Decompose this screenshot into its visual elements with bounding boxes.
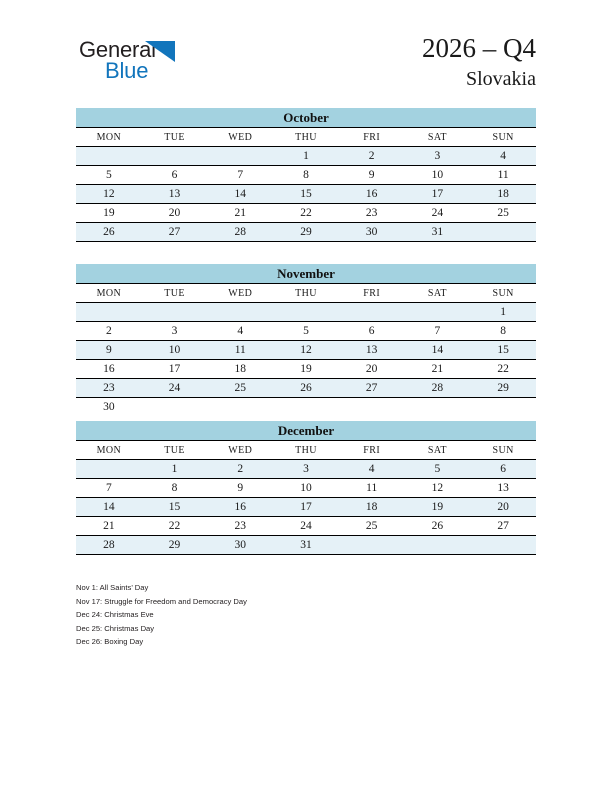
- week-row: [76, 479, 536, 498]
- day-cell[interactable]: 21: [76, 517, 142, 536]
- week-row: [76, 379, 536, 398]
- weekday-label-fri: FRI: [339, 284, 405, 303]
- week-row: [76, 166, 536, 185]
- month-grid: [76, 284, 536, 416]
- day-cell[interactable]: 26: [76, 223, 142, 242]
- weekday-label-thu: THU: [273, 441, 339, 460]
- day-cell[interactable]: 31: [273, 536, 339, 555]
- title-block: [422, 32, 536, 92]
- day-cell[interactable]: 30: [207, 536, 273, 555]
- weekday-label-sat: SAT: [405, 441, 471, 460]
- day-cell[interactable]: 19: [273, 360, 339, 379]
- day-cell[interactable]: 23: [339, 204, 405, 223]
- day-cell-empty: [339, 398, 405, 417]
- day-cell[interactable]: 10: [273, 479, 339, 498]
- day-cell[interactable]: 22: [142, 517, 208, 536]
- day-cell[interactable]: 30: [339, 223, 405, 242]
- day-cell[interactable]: 8: [142, 479, 208, 498]
- legend-item: Nov 1: All Saints’ Day: [76, 583, 149, 592]
- day-cell[interactable]: 15: [470, 341, 536, 360]
- weekday-label-fri: FRI: [339, 441, 405, 460]
- day-cell[interactable]: 11: [470, 166, 536, 185]
- day-cell-empty: [470, 536, 536, 555]
- weekday-label-mon: MON: [76, 284, 142, 303]
- day-cell[interactable]: 31: [405, 223, 471, 242]
- legend-item: Dec 26: Boxing Day: [76, 637, 144, 646]
- day-cell[interactable]: 14: [76, 498, 142, 517]
- day-cell[interactable]: 7: [76, 479, 142, 498]
- day-cell[interactable]: 29: [273, 223, 339, 242]
- day-cell[interactable]: 2: [76, 322, 142, 341]
- day-cell[interactable]: 11: [339, 479, 405, 498]
- day-cell-empty: [470, 223, 536, 242]
- legend-item: Nov 17: Struggle for Freedom and Democracy Day: [76, 596, 247, 606]
- calendar-month-november: [76, 264, 536, 416]
- day-cell[interactable]: 18: [470, 185, 536, 204]
- day-cell[interactable]: 5: [273, 322, 339, 341]
- day-cell[interactable]: 27: [470, 517, 536, 536]
- day-cell[interactable]: 12: [405, 479, 471, 498]
- day-cell-empty: [405, 303, 471, 322]
- day-cell[interactable]: 19: [405, 498, 471, 517]
- day-cell[interactable]: 14: [207, 185, 273, 204]
- day-cell[interactable]: 16: [339, 185, 405, 204]
- day-cell[interactable]: 3: [273, 460, 339, 479]
- day-cell[interactable]: 7: [207, 166, 273, 185]
- day-cell[interactable]: 6: [142, 166, 208, 185]
- day-cell[interactable]: 27: [339, 379, 405, 398]
- day-cell-empty: [273, 303, 339, 322]
- day-cell[interactable]: 16: [207, 498, 273, 517]
- weekday-label-sat: SAT: [405, 284, 471, 303]
- day-cell[interactable]: 18: [207, 360, 273, 379]
- month-title: October: [76, 108, 536, 128]
- month-title: December: [76, 421, 536, 441]
- day-cell[interactable]: 1: [142, 460, 208, 479]
- triangle-icon: [145, 41, 175, 62]
- day-cell[interactable]: 16: [76, 360, 142, 379]
- day-cell[interactable]: 22: [273, 204, 339, 223]
- day-cell[interactable]: 24: [142, 379, 208, 398]
- week-row: [76, 498, 536, 517]
- day-cell[interactable]: 15: [142, 498, 208, 517]
- day-cell[interactable]: 6: [470, 460, 536, 479]
- day-cell[interactable]: 29: [142, 536, 208, 555]
- day-cell[interactable]: 30: [76, 398, 142, 417]
- legend-item: Dec 25: Christmas Day: [76, 623, 155, 633]
- weekday-label-wed: WED: [207, 128, 273, 147]
- day-cell[interactable]: 8: [273, 166, 339, 185]
- day-cell[interactable]: 1: [273, 147, 339, 166]
- day-cell[interactable]: 6: [339, 322, 405, 341]
- day-cell-empty: [273, 398, 339, 417]
- day-cell[interactable]: 5: [405, 460, 471, 479]
- day-cell[interactable]: 12: [76, 185, 142, 204]
- day-cell-holiday[interactable]: 17: [142, 360, 208, 379]
- weekday-label-wed: WED: [207, 441, 273, 460]
- day-cell[interactable]: 13: [142, 185, 208, 204]
- day-cell-empty: [76, 147, 142, 166]
- week-row: [76, 341, 536, 360]
- weekday-header-row: [76, 128, 536, 147]
- country-subtitle: Slovakia: [466, 68, 536, 90]
- day-cell[interactable]: 5: [76, 166, 142, 185]
- weekday-label-thu: THU: [273, 128, 339, 147]
- weekday-label-sun: SUN: [470, 284, 536, 303]
- weekday-label-tue: TUE: [142, 284, 208, 303]
- day-cell[interactable]: 13: [339, 341, 405, 360]
- day-cell-empty: [405, 536, 471, 555]
- weekday-header-row: [76, 284, 536, 303]
- weekday-label-fri: FRI: [339, 128, 405, 147]
- day-cell[interactable]: 17: [273, 498, 339, 517]
- page-header: [0, 0, 612, 100]
- brand-name-general: General: [79, 37, 156, 62]
- weekday-label-thu: THU: [273, 284, 339, 303]
- day-cell-empty: [207, 147, 273, 166]
- month-body: [76, 284, 536, 416]
- legend-item: Dec 24: Christmas Eve: [76, 610, 154, 619]
- weekday-label-tue: TUE: [142, 441, 208, 460]
- day-cell[interactable]: 4: [470, 147, 536, 166]
- day-cell[interactable]: 3: [405, 147, 471, 166]
- day-cell[interactable]: 10: [405, 166, 471, 185]
- calendar-month-december: [76, 421, 536, 555]
- day-cell[interactable]: 20: [339, 360, 405, 379]
- day-cell[interactable]: 25: [470, 204, 536, 223]
- weekday-label-mon: MON: [76, 441, 142, 460]
- day-cell[interactable]: 22: [470, 360, 536, 379]
- weekday-label-sun: SUN: [470, 128, 536, 147]
- day-cell-holiday[interactable]: 1: [470, 303, 536, 322]
- weekday-label-sun: SUN: [470, 441, 536, 460]
- day-cell[interactable]: 3: [142, 322, 208, 341]
- week-row: [76, 536, 536, 555]
- month-grid: [76, 128, 536, 242]
- day-cell[interactable]: 9: [76, 341, 142, 360]
- day-cell-empty: [470, 398, 536, 417]
- day-cell[interactable]: 19: [76, 204, 142, 223]
- day-cell[interactable]: 28: [207, 223, 273, 242]
- day-cell[interactable]: 17: [405, 185, 471, 204]
- month-body: [76, 128, 536, 242]
- week-row: [76, 517, 536, 536]
- calendar-month-october: [76, 108, 536, 242]
- day-cell[interactable]: 14: [405, 341, 471, 360]
- day-cell[interactable]: 2: [207, 460, 273, 479]
- day-cell[interactable]: 28: [76, 536, 142, 555]
- day-cell[interactable]: 25: [207, 379, 273, 398]
- day-cell-holiday[interactable]: 24: [273, 517, 339, 536]
- holiday-legend: [76, 581, 476, 649]
- day-cell-empty: [142, 303, 208, 322]
- week-row: [76, 185, 536, 204]
- week-row: [76, 460, 536, 479]
- week-row: [76, 398, 536, 417]
- month-grid: [76, 441, 536, 555]
- day-cell[interactable]: 9: [207, 479, 273, 498]
- weekday-label-sat: SAT: [405, 128, 471, 147]
- page-title: 2026 – Q4: [422, 33, 536, 63]
- day-cell-empty: [76, 303, 142, 322]
- day-cell[interactable]: 4: [339, 460, 405, 479]
- day-cell-empty: [339, 303, 405, 322]
- weekday-label-tue: TUE: [142, 128, 208, 147]
- day-cell[interactable]: 18: [339, 498, 405, 517]
- day-cell[interactable]: 26: [273, 379, 339, 398]
- month-body: [76, 441, 536, 555]
- day-cell[interactable]: 24: [405, 204, 471, 223]
- week-row: [76, 360, 536, 379]
- day-cell-empty: [76, 460, 142, 479]
- brand-logo: [79, 38, 189, 86]
- week-row: [76, 303, 536, 322]
- day-cell[interactable]: 21: [405, 360, 471, 379]
- day-cell[interactable]: 15: [273, 185, 339, 204]
- day-cell-holiday[interactable]: 25: [339, 517, 405, 536]
- week-row: [76, 204, 536, 223]
- day-cell[interactable]: 2: [339, 147, 405, 166]
- day-cell[interactable]: 12: [273, 341, 339, 360]
- day-cell-empty: [142, 398, 208, 417]
- brand-name-blue: Blue: [105, 58, 149, 83]
- day-cell[interactable]: 27: [142, 223, 208, 242]
- day-cell[interactable]: 29: [470, 379, 536, 398]
- week-row: [76, 322, 536, 341]
- day-cell-empty: [207, 398, 273, 417]
- day-cell[interactable]: 23: [207, 517, 273, 536]
- day-cell[interactable]: 28: [405, 379, 471, 398]
- weekday-label-wed: WED: [207, 284, 273, 303]
- day-cell-empty: [405, 398, 471, 417]
- week-row: [76, 223, 536, 242]
- day-cell[interactable]: 11: [207, 341, 273, 360]
- day-cell[interactable]: 7: [405, 322, 471, 341]
- day-cell-holiday[interactable]: 26: [405, 517, 471, 536]
- day-cell[interactable]: 21: [207, 204, 273, 223]
- day-cell[interactable]: 23: [76, 379, 142, 398]
- weekday-header-row: [76, 441, 536, 460]
- day-cell[interactable]: 9: [339, 166, 405, 185]
- day-cell[interactable]: 4: [207, 322, 273, 341]
- week-row: [76, 147, 536, 166]
- day-cell-empty: [142, 147, 208, 166]
- day-cell-empty: [207, 303, 273, 322]
- day-cell[interactable]: 10: [142, 341, 208, 360]
- weekday-label-mon: MON: [76, 128, 142, 147]
- day-cell-empty: [339, 536, 405, 555]
- day-cell[interactable]: 8: [470, 322, 536, 341]
- month-title: November: [76, 264, 536, 284]
- day-cell[interactable]: 20: [142, 204, 208, 223]
- day-cell[interactable]: 13: [470, 479, 536, 498]
- day-cell[interactable]: 20: [470, 498, 536, 517]
